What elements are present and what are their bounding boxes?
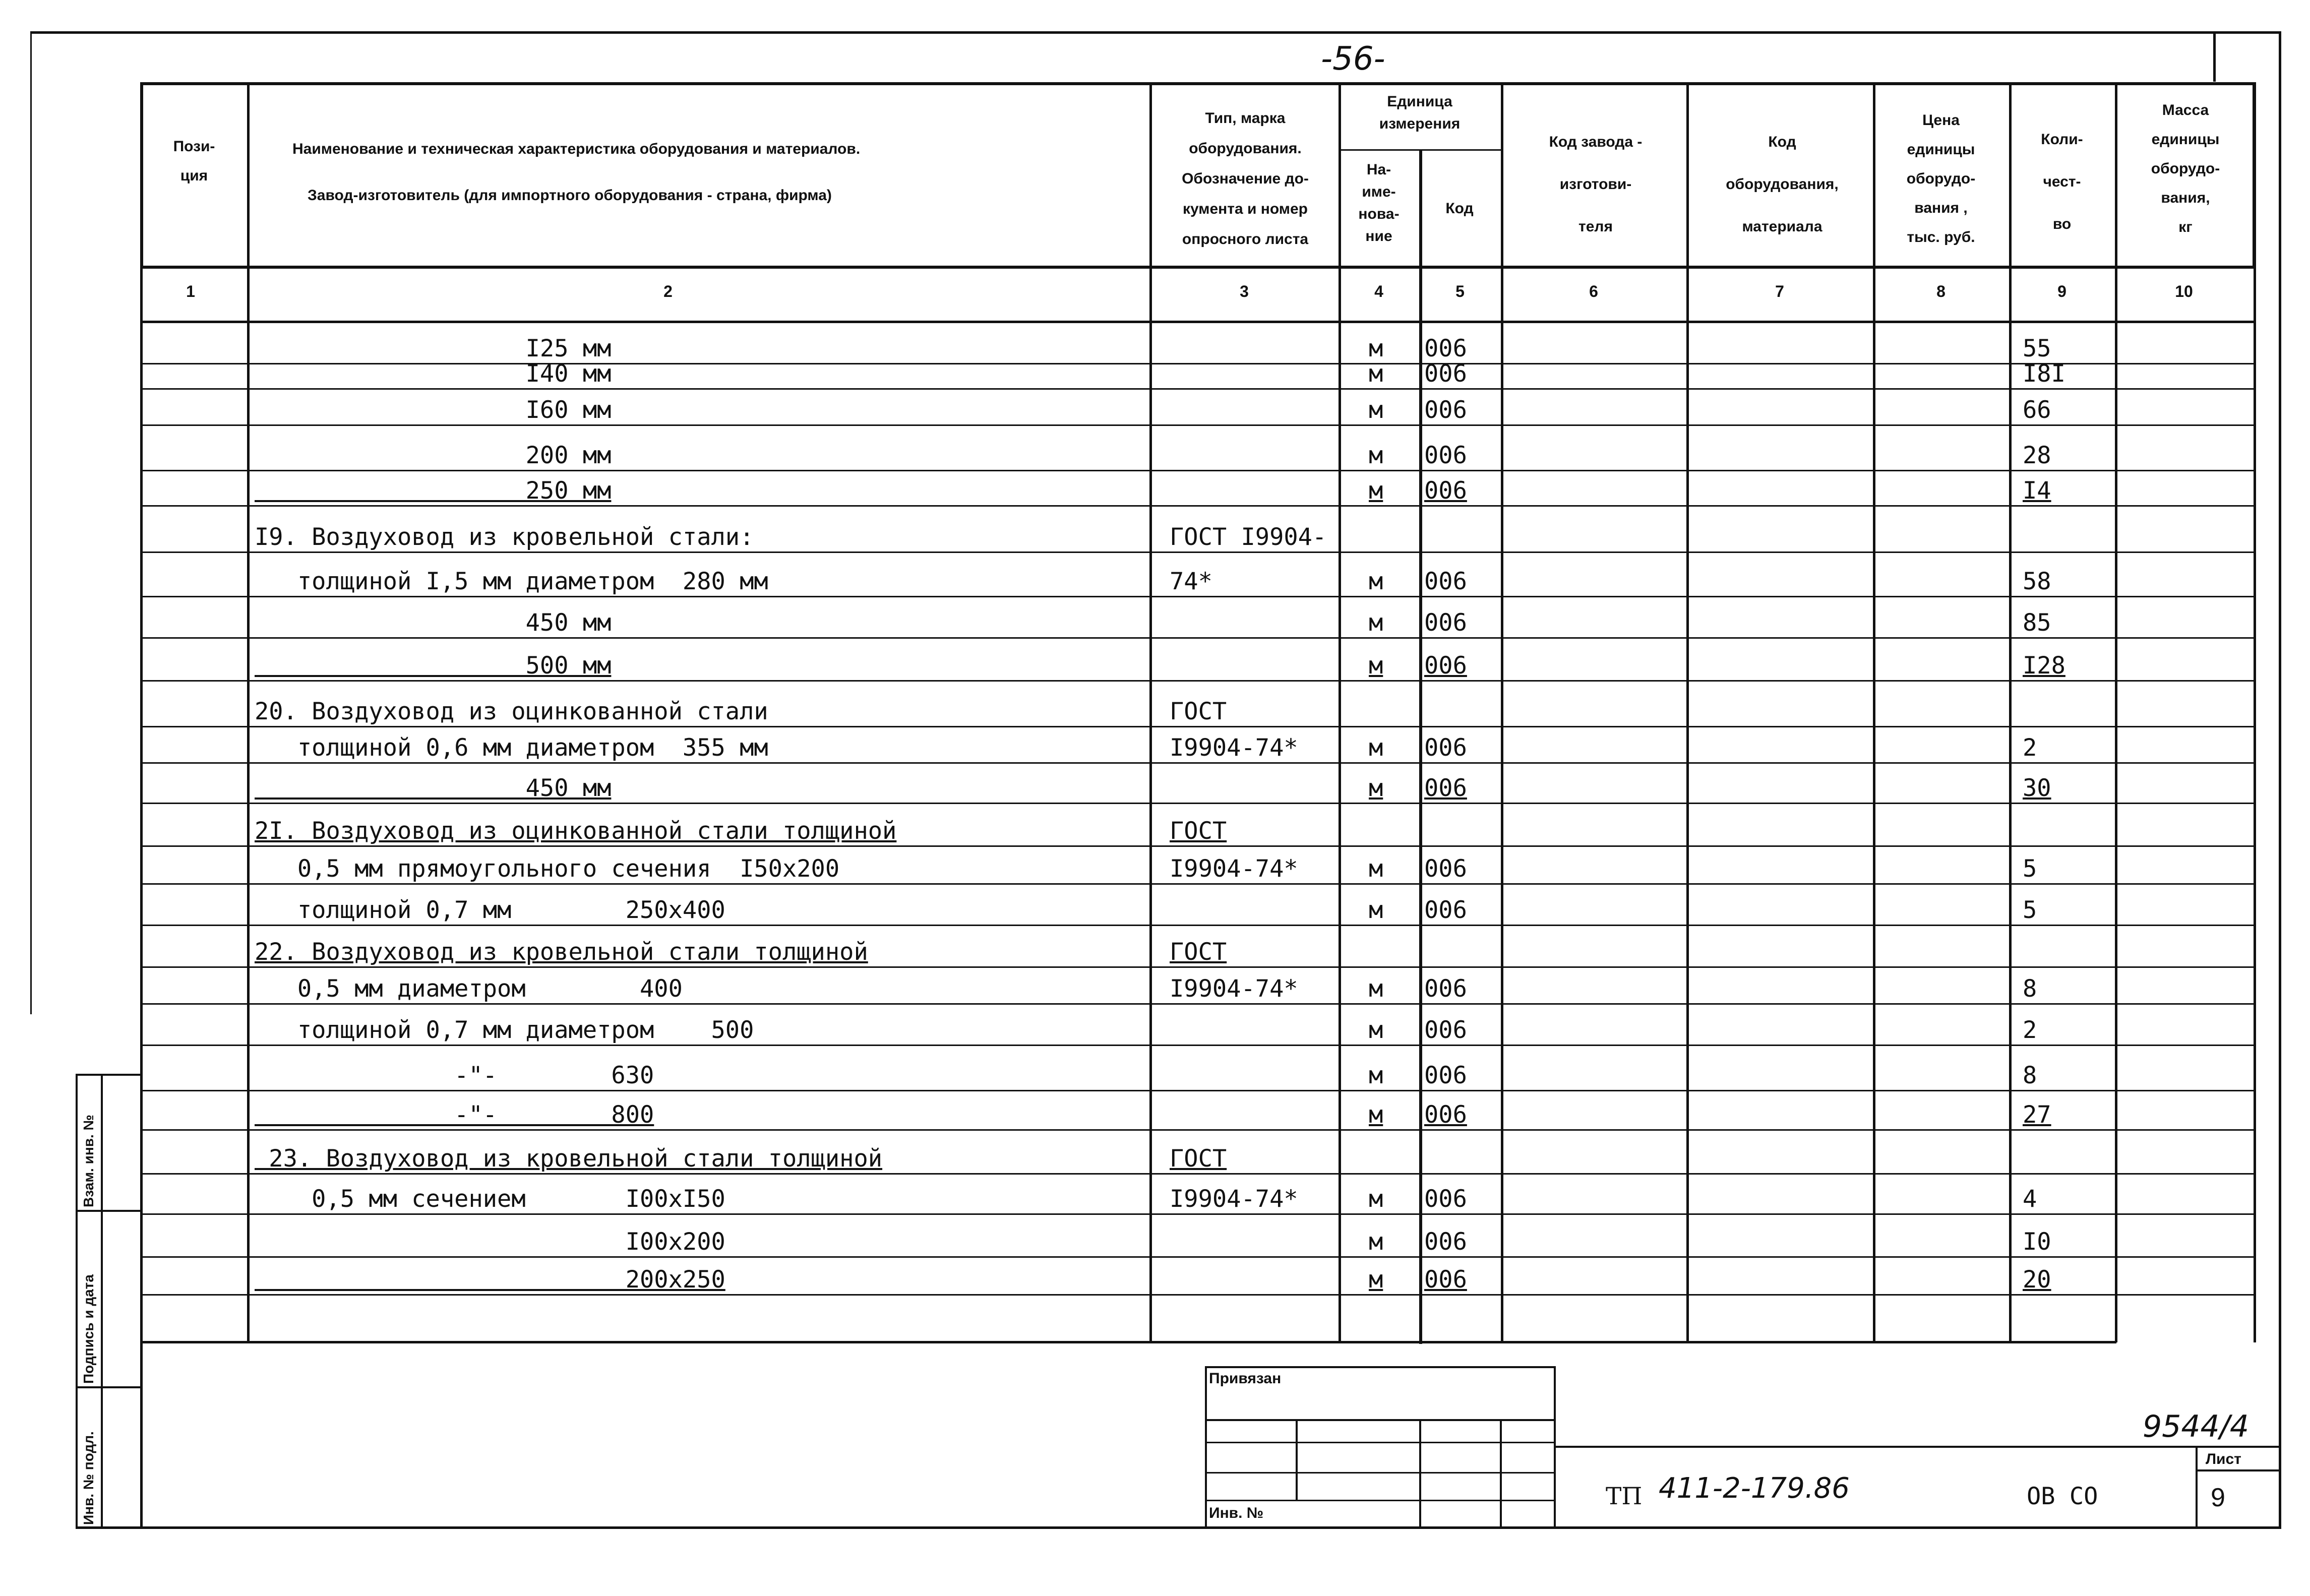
item-name: толщиной 0,7 мм 250x400 — [255, 896, 725, 924]
item-unit-code: 006 — [1424, 1016, 1467, 1044]
item-quantity: 20 — [2023, 1266, 2051, 1294]
item-unit-code: 006 — [1424, 1228, 1467, 1256]
item-quantity: 55 — [2023, 335, 2051, 362]
column-number: 3 — [1240, 282, 1249, 300]
tp-number: 411-2-179.86 — [1659, 1472, 1850, 1505]
frame-top — [30, 31, 2279, 34]
stamp-privyazan: Привязан — [1209, 1370, 1282, 1387]
item-unit: м — [1369, 1016, 1383, 1044]
item-unit: м — [1369, 1062, 1383, 1089]
item-name: 450 мм — [255, 774, 612, 802]
item-unit: м — [1369, 360, 1383, 388]
item-quantity: 8 — [2023, 975, 2037, 1003]
item-name: 0,5 мм диаметром 400 — [255, 975, 683, 1003]
item-unit-code: 006 — [1424, 1266, 1467, 1294]
item-unit: м — [1369, 396, 1383, 424]
item-document: ГОСТ — [1170, 698, 1227, 725]
item-unit: м — [1369, 442, 1383, 469]
column-number: 6 — [1589, 282, 1598, 300]
item-name: -"- 630 — [255, 1062, 654, 1089]
item-name: толщиной 0,7 мм диаметром 500 — [255, 1016, 754, 1044]
item-document: I9904-74* — [1170, 1185, 1298, 1213]
item-unit-code: 006 — [1424, 609, 1467, 637]
item-name: 23. Воздуховод из кровельной стали толщиной — [255, 1145, 883, 1173]
item-document: ГОСТ — [1170, 1145, 1227, 1173]
frame-right — [2279, 31, 2281, 1528]
frame-bottom — [76, 1526, 2281, 1529]
sheet-number: 9 — [2211, 1483, 2225, 1512]
item-unit-code: 006 — [1424, 568, 1467, 595]
item-unit: м — [1369, 652, 1383, 680]
item-name: 450 мм — [255, 609, 612, 637]
item-name: I25 мм — [255, 335, 612, 362]
item-name: толщиной 0,6 мм диаметром 355 мм — [255, 734, 768, 762]
item-quantity: I8I — [2023, 360, 2065, 388]
item-unit: м — [1369, 855, 1383, 883]
item-unit: м — [1369, 774, 1383, 802]
frame-left-thin — [30, 31, 32, 1014]
item-unit-code: 006 — [1424, 1101, 1467, 1129]
item-unit: м — [1369, 568, 1383, 595]
item-name: 2I. Воздуховод из оцинкованной стали толщиной — [255, 817, 897, 845]
header-col1: Пози- ция — [173, 138, 215, 184]
item-name: -"- 800 — [255, 1101, 654, 1129]
item-unit-code: 006 — [1424, 477, 1467, 505]
item-unit: м — [1369, 896, 1383, 924]
item-unit-code: 006 — [1424, 442, 1467, 469]
item-quantity: I4 — [2023, 477, 2051, 505]
item-name: 200x250 — [255, 1266, 725, 1294]
item-quantity: 2 — [2023, 1016, 2037, 1044]
tp-label: ТП — [1606, 1483, 1643, 1510]
item-unit-code: 006 — [1424, 855, 1467, 883]
frame-corner — [2213, 31, 2216, 82]
stamp-inv: Инв. № — [1209, 1505, 1264, 1521]
item-name: 200 мм — [255, 442, 612, 469]
header-col4: На- име- нова- ние — [1358, 161, 1400, 244]
header-unit-title: Единица измерения — [1379, 93, 1461, 132]
page-number: -56- — [1321, 40, 1385, 78]
header-col3: Тип, марка оборудования. Обозначение до- кумента и номер опросного листа — [1182, 110, 1309, 248]
column-number: 8 — [1936, 282, 1946, 300]
item-unit-code: 006 — [1424, 360, 1467, 388]
item-quantity: 27 — [2023, 1101, 2051, 1129]
item-unit: м — [1369, 335, 1383, 362]
item-unit-code: 006 — [1424, 774, 1467, 802]
item-quantity: 8 — [2023, 1062, 2037, 1089]
item-document: ГОСТ — [1170, 817, 1227, 845]
item-name: 500 мм — [255, 652, 612, 680]
item-unit-code: 006 — [1424, 1062, 1467, 1089]
header-col7: Код оборудования, материала — [1726, 134, 1839, 235]
item-document: ГОСТ — [1170, 938, 1227, 966]
item-document: ГОСТ I9904- — [1170, 523, 1327, 551]
header-col2: Наименование и техническая характеристика оборудования и материалов. Завод-изготовитель (для импортного оборудования - страна, фирма) — [292, 141, 861, 204]
item-quantity: I0 — [2023, 1228, 2051, 1256]
item-unit: м — [1369, 1228, 1383, 1256]
item-name: I40 мм — [255, 360, 612, 388]
item-quantity: I28 — [2023, 652, 2065, 680]
column-number: 1 — [186, 282, 195, 300]
section-code: ОВ СО — [2027, 1483, 2098, 1510]
document-code: 9544/4 — [2143, 1409, 2250, 1444]
header-col9: Коли- чест- во — [2041, 131, 2083, 232]
side-label-podpis: Подпись и дата — [81, 1274, 96, 1384]
item-unit-code: 006 — [1424, 335, 1467, 362]
item-name: 20. Воздуховод из оцинкованной стали — [255, 698, 768, 725]
item-name: 0,5 мм прямоугольного сечения I50x200 — [255, 855, 840, 883]
item-name: толщиной I,5 мм диаметром 280 мм — [255, 568, 768, 595]
item-unit-code: 006 — [1424, 734, 1467, 762]
item-quantity: 66 — [2023, 396, 2051, 424]
item-quantity: 28 — [2023, 442, 2051, 469]
item-document: I9904-74* — [1170, 975, 1298, 1003]
item-quantity: 5 — [2023, 855, 2037, 883]
item-unit-code: 006 — [1424, 396, 1467, 424]
side-label-inv: Инв. № подл. — [81, 1431, 96, 1525]
item-name: 250 мм — [255, 477, 612, 505]
item-unit: м — [1369, 1101, 1383, 1129]
item-document: I9904-74* — [1170, 855, 1298, 883]
item-unit: м — [1369, 477, 1383, 505]
item-quantity: 30 — [2023, 774, 2051, 802]
item-name: 22. Воздуховод из кровельной стали толщиной — [255, 938, 868, 966]
column-number: 7 — [1775, 282, 1784, 300]
item-quantity: 5 — [2023, 896, 2037, 924]
item-name: I9. Воздуховод из кровельной стали: — [255, 523, 754, 551]
column-number: 9 — [2057, 282, 2066, 300]
header-col6: Код завода - изготови- теля — [1549, 134, 1643, 235]
item-name: 0,5 мм сечением I00xI50 — [255, 1185, 725, 1213]
item-unit: м — [1369, 1266, 1383, 1294]
item-unit-code: 006 — [1424, 975, 1467, 1003]
header-col8: Цена единицы оборудо- вания , тыс. руб. — [1906, 112, 1976, 245]
column-number: 4 — [1374, 282, 1383, 300]
item-document: 74* — [1170, 568, 1212, 595]
item-quantity: 85 — [2023, 609, 2051, 637]
header-col5: Код — [1445, 200, 1474, 217]
item-unit: м — [1369, 975, 1383, 1003]
item-name: I00x200 — [255, 1228, 725, 1256]
item-unit: м — [1369, 1185, 1383, 1213]
item-quantity: 4 — [2023, 1185, 2037, 1213]
item-unit: м — [1369, 734, 1383, 762]
item-unit-code: 006 — [1424, 896, 1467, 924]
column-number: 10 — [2175, 282, 2193, 300]
item-unit-code: 006 — [1424, 652, 1467, 680]
item-unit: м — [1369, 609, 1383, 637]
column-number: 2 — [663, 282, 673, 300]
item-quantity: 2 — [2023, 734, 2037, 762]
item-unit-code: 006 — [1424, 1185, 1467, 1213]
item-quantity: 58 — [2023, 568, 2051, 595]
item-name: I60 мм — [255, 396, 612, 424]
sheet-label: Лист — [2206, 1451, 2241, 1467]
item-document: I9904-74* — [1170, 734, 1298, 762]
side-label-vzam: Взам. инв. № — [81, 1115, 96, 1207]
column-number: 5 — [1455, 282, 1465, 300]
header-col10: Масса единицы оборудо- вания, кг — [2151, 102, 2220, 235]
